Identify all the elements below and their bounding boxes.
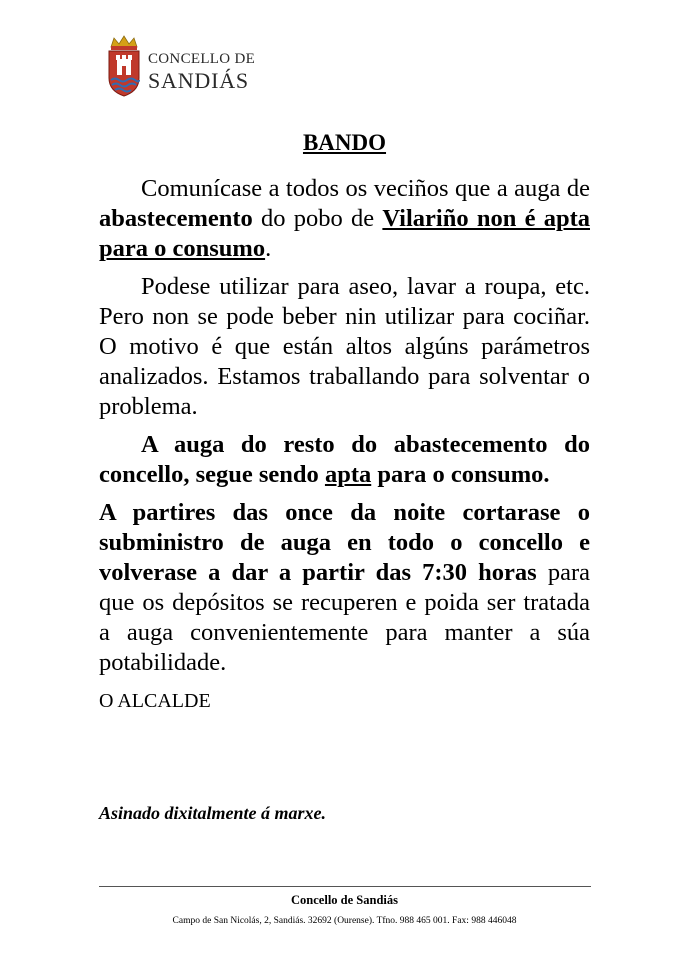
logo-line-2: SANDIÁS — [148, 68, 249, 93]
warning-text: Vilariño non é apta para o consumo — [99, 205, 590, 262]
keyword-apta: apta — [324, 461, 372, 488]
paragraph-4: A partires das once da noite cortarase o subministro de auga en todo o concello e volverase a dar a partir das 7:30 horas para que os depósitos se recuperen e poida ser tratada a auga convenientemente para manter a súa potabilidade. — [99, 499, 590, 676]
paragraph-2: Podese utilizar para aseo, lavar a roupa, etc. Pero non se pode beber nin utilizar para cociñar. O motivo é que están altos algúns parámetros analizados. Estamos traballando para solventar o problema. — [99, 273, 590, 420]
cut-notice: A partires das once da noite cortarase o subministro de auga en todo o concello e volverase a dar a partir das 7:30 horas — [99, 499, 590, 586]
footer-divider — [99, 886, 591, 887]
signature-note: Asinado dixitalmente á marxe. — [99, 803, 327, 823]
footer-name: Concello de Sandiás — [291, 893, 398, 907]
crest-icon — [106, 34, 142, 98]
signatory: O ALCALDE — [99, 690, 211, 712]
keyword-abastecemento: abastecemento — [99, 205, 253, 232]
concello-logo — [106, 34, 256, 100]
notice-body — [99, 174, 590, 716]
paragraph-3: A auga do resto do abastecemento do concello, segue sendo apta para o consumo. — [99, 431, 590, 488]
logo-line-1: CONCELLO DE — [148, 51, 256, 67]
footer-address: Campo de San Nicolás, 2, Sandiás. 32692 (Ourense). Tfno. 988 465 001. Fax: 988 446048 — [172, 916, 517, 926]
paragraph-1: Comunícase a todos os veciños que a auga de abastecemento do pobo de Vilariño non é apta para o consumo. — [99, 175, 590, 262]
page-title: BANDO — [302, 130, 387, 155]
